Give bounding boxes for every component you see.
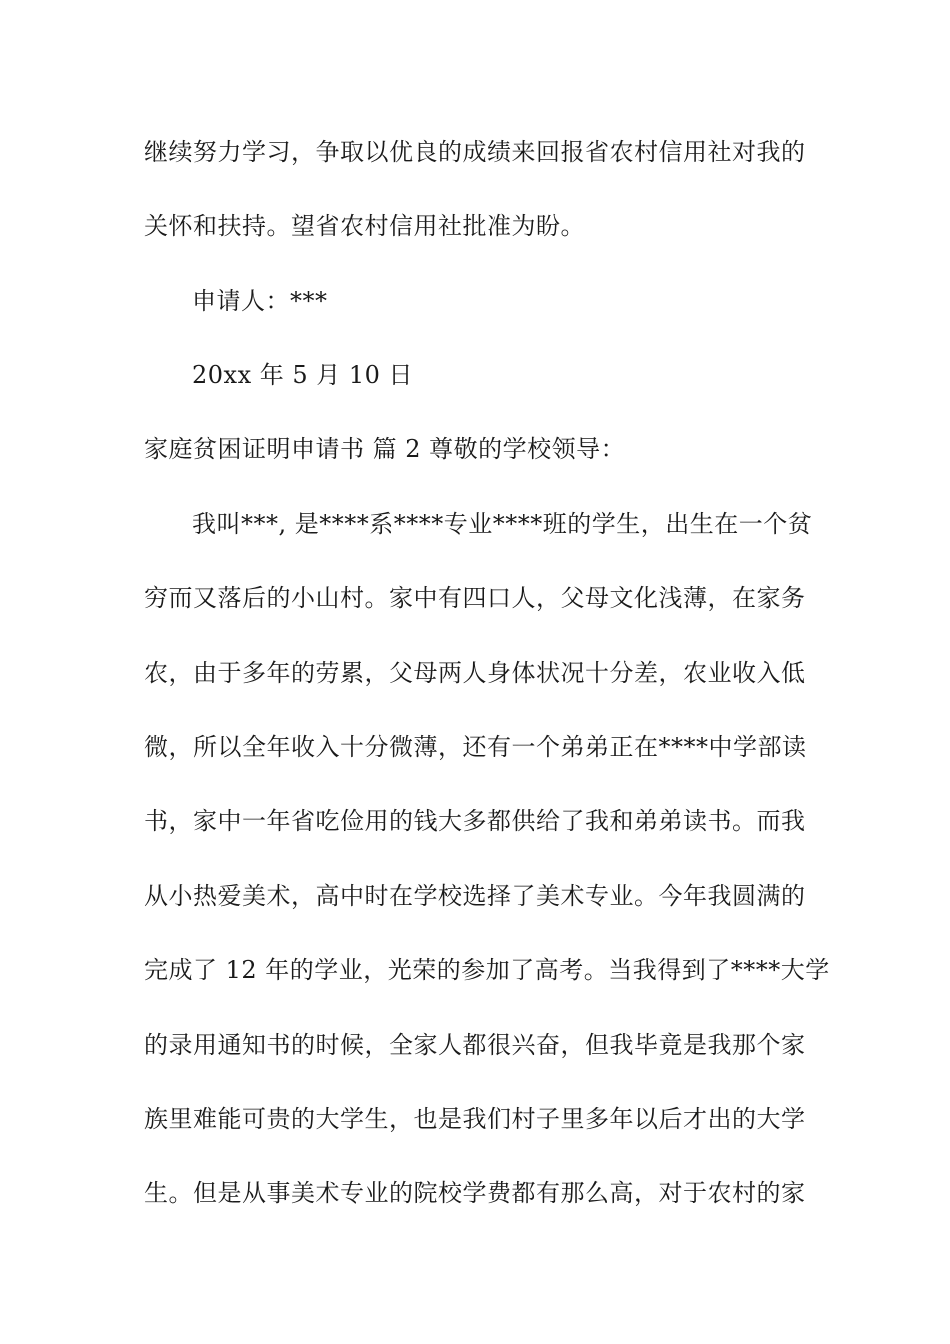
text-line: 书，家中一年省吃俭用的钱大多都供给了我和弟弟读书。而我 xyxy=(144,807,806,835)
applicant-signature: 申请人：*** xyxy=(192,287,328,315)
text-line: 生。但是从事美术专业的院校学费都有那么高，对于农村的家 xyxy=(144,1179,806,1207)
text-line: 继续努力学习，争取以优良的成绩来回报省农村信用社对我的 xyxy=(144,138,806,166)
text-line: 从小热爱美术，高中时在学校选择了美术专业。今年我圆满的 xyxy=(144,882,806,910)
text-line: 农，由于多年的劳累，父母两人身体状况十分差，农业收入低 xyxy=(144,659,806,687)
text-line: 完成了 12 年的学业，光荣的参加了高考。当我得到了****大学 xyxy=(144,956,830,984)
text-line: 微，所以全年收入十分微薄，还有一个弟弟正在****中学部读 xyxy=(144,733,807,761)
section-heading: 家庭贫困证明申请书 篇 2 尊敬的学校领导： xyxy=(144,435,626,463)
text-line: 关怀和扶持。望省农村信用社批准为盼。 xyxy=(144,212,585,240)
text-line: 的录用通知书的时候，全家人都很兴奋，但我毕竟是我那个家 xyxy=(144,1031,806,1059)
text-line: 我叫***, 是****系****专业****班的学生，出生在一个贫 xyxy=(192,510,813,538)
text-line: 穷而又落后的小山村。家中有四口人，父母文化浅薄，在家务 xyxy=(144,584,806,612)
text-line: 族里难能可贵的大学生，也是我们村子里多年以后才出的大学 xyxy=(144,1105,806,1133)
signature-date: 20xx 年 5 月 10 日 xyxy=(192,361,414,389)
